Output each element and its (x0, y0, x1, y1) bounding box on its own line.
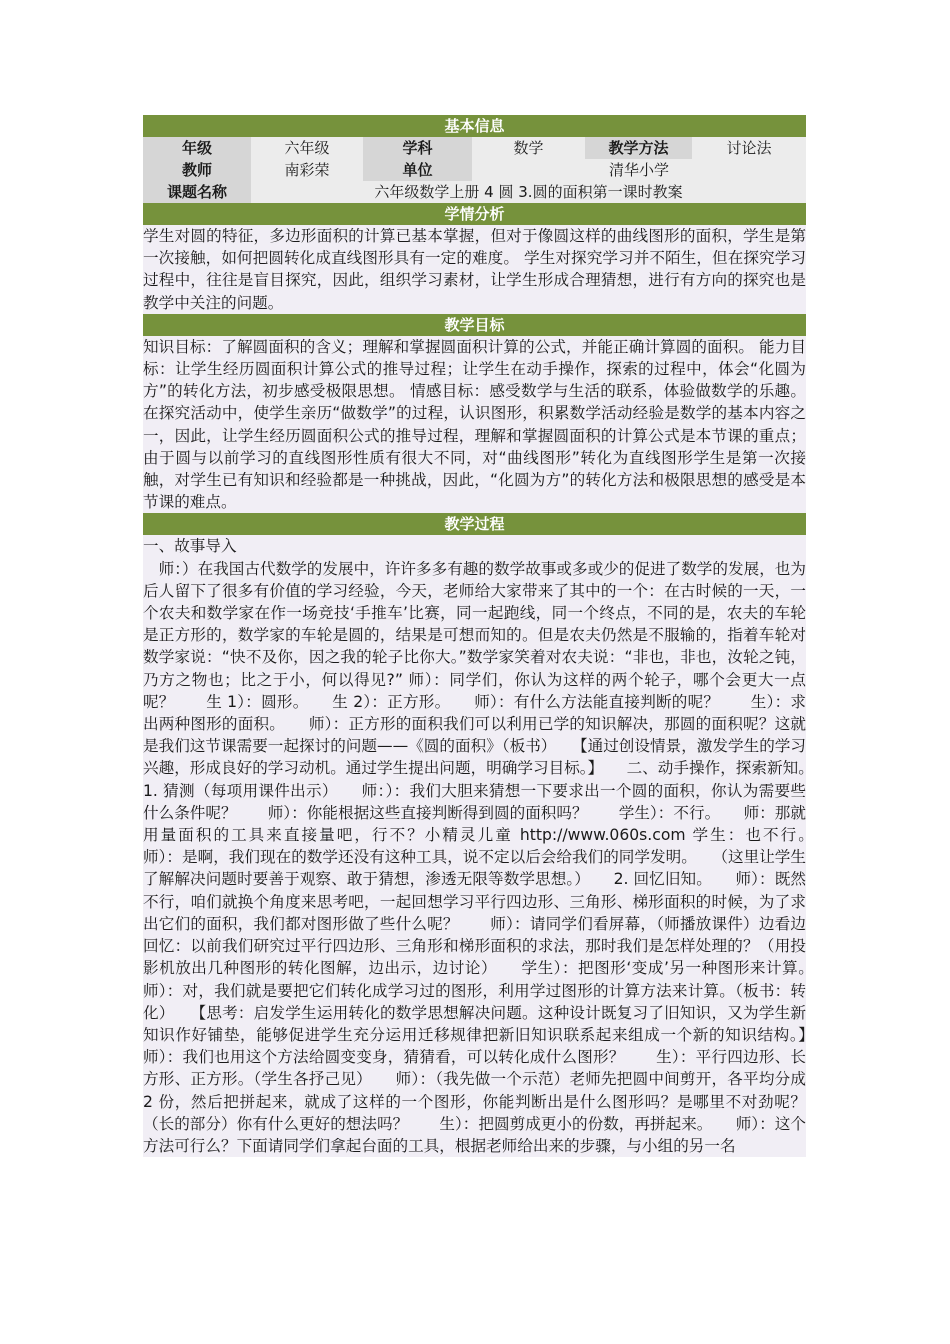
process-subheading: 一、故事导入 (143, 535, 806, 557)
objectives-text: 知识目标：了解圆面积的含义；理解和掌握圆面积计算的公式，并能正确计算圆的面积。 能力目标：让学生经历圆面积计算公式的推导过程；让学生在动手操作，探索的过程中，体会“化圆为方”的转化方法，初步感受极限思想。 情感目标：感受数学与生活的联系，体验做数学的乐趣。 在探究活动中，使学生亲历“做数学”的过程，认识图形，积累数学活动经验是数学的基本内容之一，因此，让学生经历圆面积公式的推导过程，理解和掌握圆面积的计算公式是本节课的重点；由于圆与以前学习的直线图形性质有很大不同，对“曲线图形”转化为直线图形学生是第一次接触，对学生已有知识和经验都是一种挑战，因此，“化圆为方”的转化方法和极限思想的感受是本节课的难点。 (143, 336, 806, 514)
grade-value: 六年级 (251, 137, 363, 159)
method-value: 讨论法 (692, 137, 806, 159)
topic-value: 六年级数学上册 4 圆 3.圆的面积第一课时教案 (251, 181, 806, 203)
section-header-basic-info: 基本信息 (143, 115, 806, 137)
section-header-objectives: 教学目标 (143, 314, 806, 336)
method-label: 教学方法 (585, 137, 692, 159)
section-header-process: 教学过程 (143, 513, 806, 535)
teacher-value: 南彩荣 (251, 159, 363, 181)
subject-label: 学科 (363, 137, 472, 159)
unit-value: 清华小学 (472, 159, 806, 181)
lesson-plan-sheet (143, 115, 838, 1157)
subject-value: 数学 (472, 137, 585, 159)
section-header-learner-analysis: 学情分析 (143, 203, 806, 225)
topic-label: 课题名称 (143, 181, 251, 203)
grade-label: 年级 (143, 137, 251, 159)
info-row-teacher (143, 159, 806, 181)
info-row-grade (143, 137, 806, 159)
learner-analysis-text: 学生对圆的特征，多边形面积的计算已基本掌握，但对于像圆这样的曲线图形的面积，学生是第一次接触，如何把圆转化成直线图形具有一定的难度。 学生对探究学习并不陌生，但在探究学习过程中，往往是盲目探究，因此，组织学习素材，让学生形成合理猜想，进行有方向的探究也是教学中关注的问题。 (143, 225, 806, 314)
teacher-label: 教师 (143, 159, 251, 181)
process-text: 师：）在我国古代数学的发展中，许许多多有趣的数学故事或多或少的促进了数学的发展，也为后人留下了很多有价值的学习经验，今天，老师给大家带来了其中的一个：在古时候的一天，一个农夫和数学家在作一场竞技‘手推车’比赛，同一起跑线，同一个终点，不同的是，农夫的车轮是正方形的，数学家的车轮是圆的，结果是可想而知的。但是农夫仍然是不服输的，指着车轮对数学家说：“快不及你，因之我的轮子比你大。”数学家笑着对农夫说：“非也，非也，汝轮之钝，乃方之物也；比之于小，何以得见?” 师）：同学们，你认为这样的两个轮子，哪个会更大一点呢？ 生 1）：圆形。 生 2）：正方形。 师）：有什么方法能直接判断的呢？ 生）：求出两种图形的面积。 师）：正方形的面积我们可以利用已学的知识解决，那圆的面积呢？这就是我们这节课需要一起探讨的问题——《圆的面积》（板书） 【通过创设情景，激发学生的学习兴趣，形成良好的学习动机。通过学生提出问题，明确学习目标。】 二、动手操作，探索新知。 1. 猜测（每项用课件出示） 师：）：我们大胆来猜想一下要求出一个圆的面积，你认为需要些什么条件呢？ 师）：你能根据这些直接判断得到圆的面积吗？ 学生）：不行。 师：那就用量面积的工具来直接量吧，行不？小精灵儿童 http://www.060s.com 学生：也不行。 师）：是啊，我们现在的数学还没有这种工具，说不定以后会给我们的同学发明。 （这里让学生了解解决问题时要善于观察、敢于猜想，渗透无限等数学思想。） 2. 回忆旧知。 师）：既然不行，咱们就换个角度来思考吧，一起回想学习平行四边形、三角形、梯形面积的时候，为了求出它们的面积，我们都对图形做了些什么呢？ 师）：请同学们看屏幕，（师播放课件）边看边回忆：以前我们研究过平行四边形、三角形和梯形面积的求法，那时我们是怎样处理的？（用投影机放出几种图形的转化图解，边出示，边讨论） 学生）：把图形‘变成’另一种图形来计算。 师）：对，我们就是要把它们转化成学习过的图形，利用学过图形的计算方法来计算。（板书：转化） 【思考：启发学生运用转化的数学思想解决问题。这种设计既复习了旧知识，又为学生新知识作好铺垫，能够促进学生充分运用迁移规律把新旧知识联系起来组成一个新的知识结构。】 师）：我们也用这个方法给圆变变身，猜猜看，可以转化成什么图形？ 生）：平行四边形、长方形、正方形。（学生各抒己见） 师）：（我先做一个示范）老师先把圆中间剪开，各平均分成 2 份，然后把拼起来，就成了这样的一个图形，你能判断出是什么图形吗？是哪里不对劲呢？（长的部分）你有什么更好的想法吗？ 生）：把圆剪成更小的份数，再拼起来。 师）：这个方法可行么？下面请同学们拿起台面的工具，根据老师给出来的步骤，与小组的另一名 (143, 558, 806, 1157)
basic-info-table (143, 137, 806, 203)
unit-label: 单位 (363, 159, 472, 181)
info-row-topic (143, 181, 806, 203)
